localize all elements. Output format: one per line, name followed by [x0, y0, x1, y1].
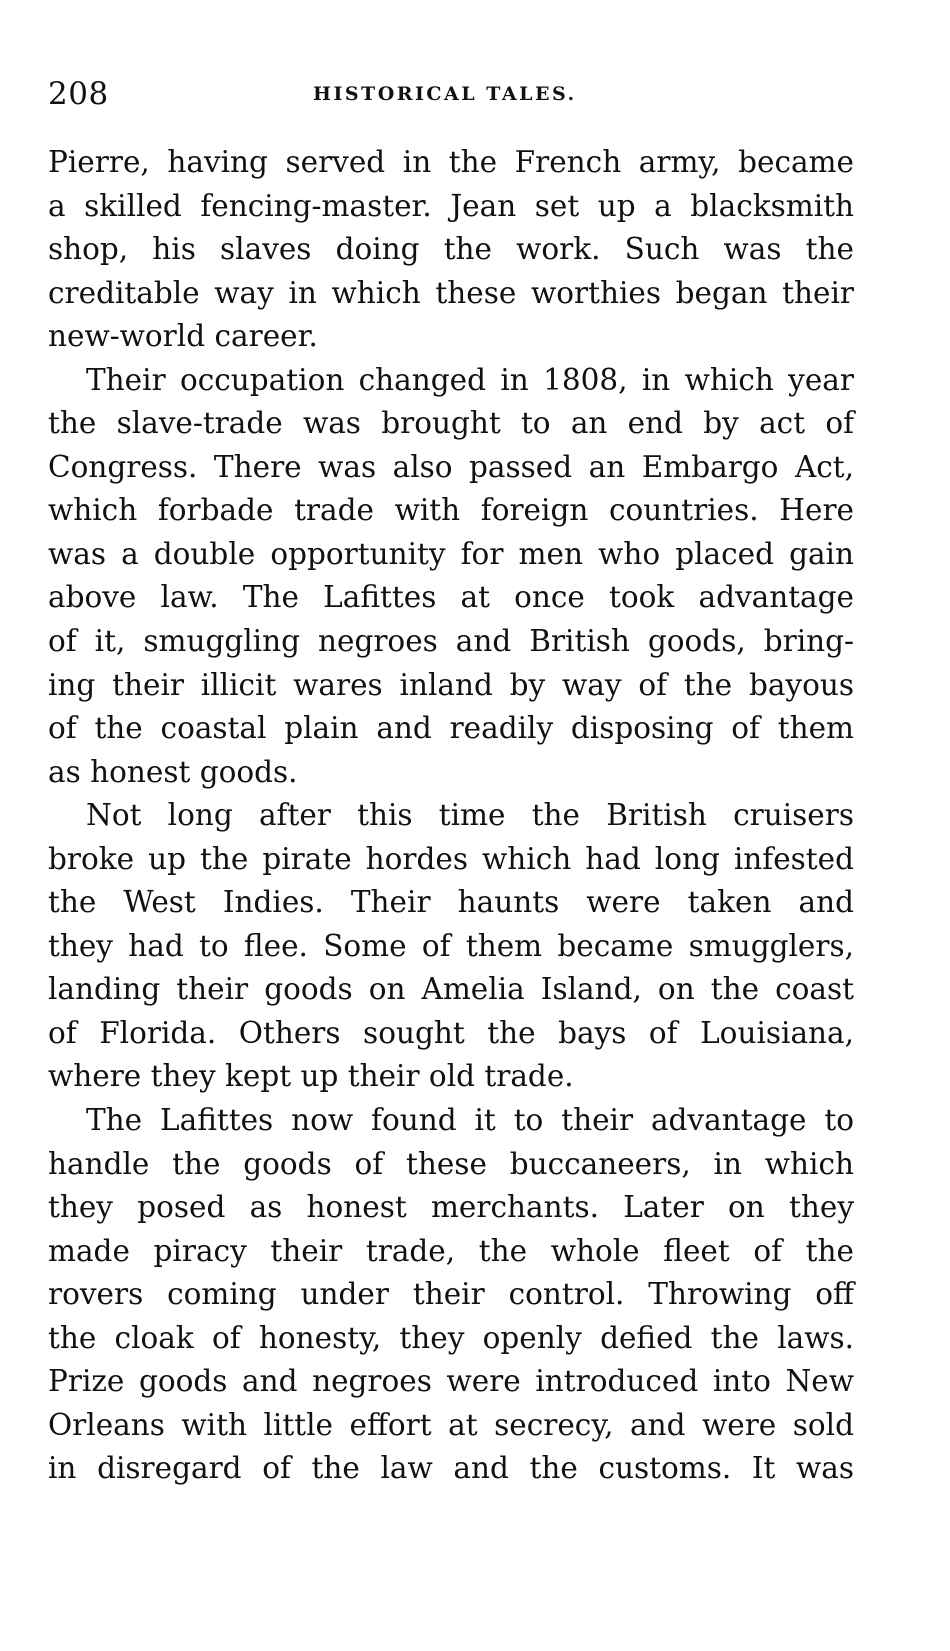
text-line: Not long after this time the British cruisers — [86, 798, 854, 833]
text-line: creditable way in which these worthies began their — [48, 275, 854, 310]
text-line: made piracy their trade, the whole fleet of the — [48, 1233, 854, 1268]
text-line: in disregard of the law and the customs. It was — [48, 1451, 854, 1486]
text-line: was a double opportunity for men who placed gain — [48, 536, 854, 571]
running-title: HISTORICAL TALES. — [313, 83, 577, 105]
text-line: landing their goods on Amelia Island, on the coast — [48, 972, 854, 1007]
text-line: of Florida. Others sought the bays of Louisiana, — [48, 1015, 854, 1050]
text-line: new-world career. — [48, 319, 318, 354]
text-line: above law. The Lafittes at once took advantage — [48, 580, 854, 615]
text-line: broke up the pirate hordes which had long infested — [48, 841, 854, 876]
paragraph-4 — [48, 1099, 854, 1491]
body-text — [48, 141, 854, 1491]
text-line: Pierre, having served in the French army, became — [48, 145, 854, 179]
text-line: Their occupation changed in 1808, in which year — [86, 362, 854, 397]
paragraph-2 — [48, 359, 854, 794]
text-line: which forbade trade with foreign countries. Here — [48, 493, 854, 528]
text-line: The Lafittes now found it to their advantage to — [86, 1103, 854, 1138]
text-line: they posed as honest merchants. Later on they — [48, 1190, 854, 1225]
text-line: Prize goods and negroes were introduced into New — [48, 1364, 854, 1399]
text-line: a skilled fencing-master. Jean set up a blacksmith — [48, 188, 854, 223]
text-line: where they kept up their old trade. — [48, 1059, 574, 1094]
text-line: they had to flee. Some of them became smugglers, — [48, 928, 854, 963]
running-head — [48, 74, 854, 114]
text-line: the slave-trade was brought to an end by act of — [48, 406, 854, 441]
text-line: rovers coming under their control. Throwing off — [48, 1277, 854, 1312]
text-line: shop, his slaves doing the work. Such was the — [48, 232, 854, 267]
text-line: as honest goods. — [48, 754, 298, 789]
text-line: Congress. There was also passed an Embargo Act, — [48, 449, 854, 484]
text-line: Orleans with little effort at secrecy, and were sold — [48, 1407, 854, 1442]
text-line: of it, smuggling negroes and British goods, bring- — [48, 624, 854, 659]
text-line: the West Indies. Their haunts were taken and — [48, 885, 854, 920]
text-line: handle the goods of these buccaneers, in which — [48, 1146, 854, 1181]
text-line: the cloak of honesty, they openly defied the laws. — [48, 1320, 854, 1355]
text-line: ing their illicit wares inland by way of the bayous — [48, 667, 854, 702]
paragraph-1 — [48, 141, 854, 359]
text-line: of the coastal plain and readily disposing of them — [48, 711, 854, 746]
paragraph-3 — [48, 794, 854, 1099]
page-number: 208 — [48, 76, 109, 112]
